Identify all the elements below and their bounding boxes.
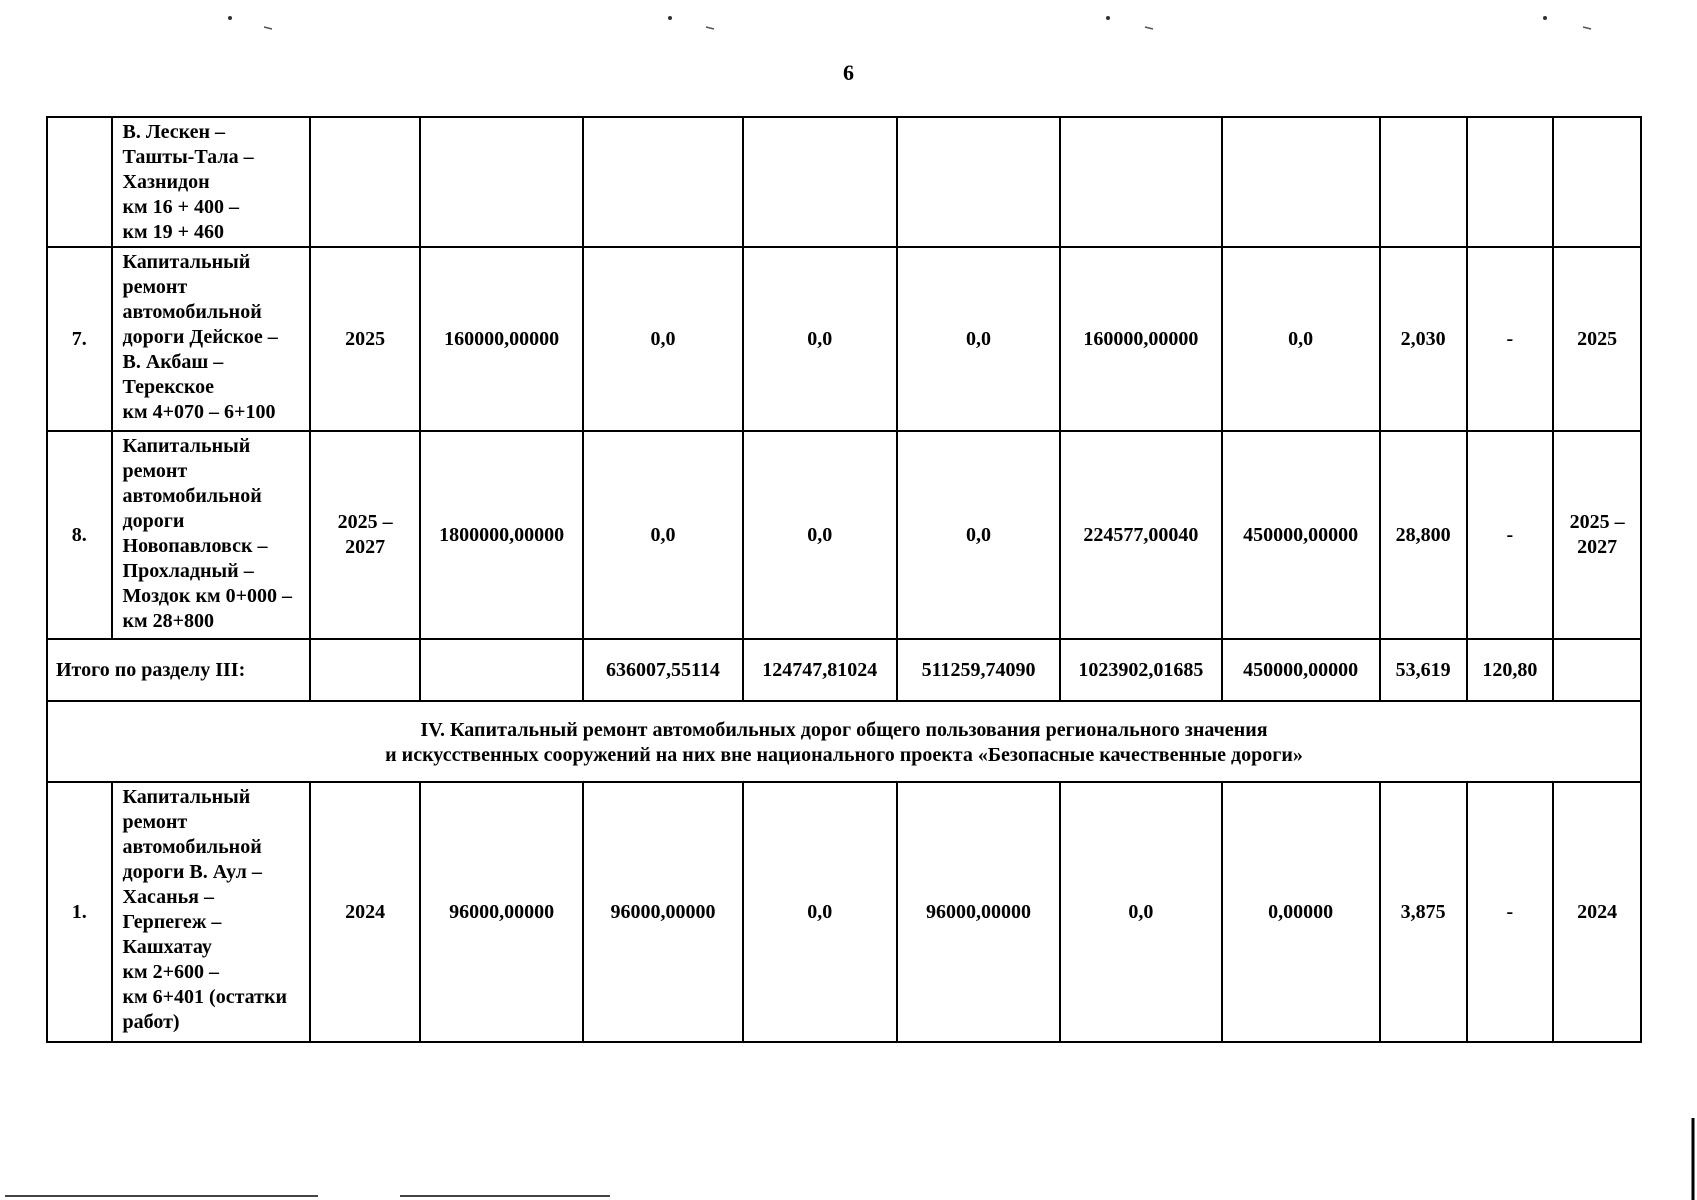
table-row-iv-1 [47,782,1641,1042]
cell-estimated-cost: 160000,00000 [420,247,583,431]
cell-estimated-cost: 96000,00000 [420,782,583,1042]
cell-amount-1: 0,0 [583,247,742,431]
total-amount-1: 636007,55114 [583,639,742,701]
total-label: Итого по разделу III: [47,639,310,701]
cell-length: 2,030 [1380,247,1467,431]
cell-amount-4: 160000,00000 [1060,247,1221,431]
cell-amount-2: 0,0 [743,247,897,431]
cell-other: - [1467,431,1554,639]
cell-completion-year: 2025 [1553,247,1641,431]
cell-amount-3: 0,0 [897,431,1060,639]
cell-amount-4: 0,0 [1060,782,1221,1042]
cell-object-name: В. Лескен – Ташты-Тала – Хазнидон км 16 + 400 – км 19 + 460 [112,117,311,247]
total-amount-4: 1023902,01685 [1060,639,1221,701]
table-row-continuation [47,117,1641,247]
cell-length: 3,875 [1380,782,1467,1042]
cell-object-name: Капитальный ремонт автомобильной дороги Дейское – В. Акбаш – Терекское км 4+070 – 6+100 [112,247,311,431]
total-amount-5: 450000,00000 [1222,639,1380,701]
section-iv-heading-line-2: и искусственных сооружений на них вне национального проекта «Безопасные качественные дороги» [385,743,1303,766]
cell-period [310,639,420,701]
table-row-total [47,639,1641,701]
cell-amount-2: 0,0 [743,431,897,639]
cell-object-name: Капитальный ремонт автомобильной дороги Новопавловск – Прохладный – Моздок км 0+000 – км 28+800 [112,431,311,639]
cell-other: - [1467,247,1554,431]
cell-number: 1. [47,782,112,1042]
cell-amount-1: 96000,00000 [583,782,742,1042]
section-iv-heading-row [47,701,1641,782]
section-iv-heading-line-1: IV. Капитальный ремонт автомобильных дорог общего пользования регионального значения [420,718,1268,741]
cell-length: 28,800 [1380,431,1467,639]
total-amount-2: 124747,81024 [743,639,897,701]
cell-amount-5: 0,0 [1222,247,1380,431]
cell-estimated-cost [420,639,583,701]
cell-completion-year [1553,639,1641,701]
cell-completion-year: 2024 [1553,782,1641,1042]
cell-amount-1: 0,0 [583,431,742,639]
cell-period: 2025 [310,247,420,431]
cell-number: 7. [47,247,112,431]
cell-amount-5: 450000,00000 [1222,431,1380,639]
cell-amount-3: 96000,00000 [897,782,1060,1042]
cell-number: 8. [47,431,112,639]
cell-amount-5: 0,00000 [1222,782,1380,1042]
total-length: 53,619 [1380,639,1467,701]
section-iv-heading [47,701,1641,782]
cell-amount-3: 0,0 [897,247,1060,431]
cell-period: 2025 – 2027 [310,431,420,639]
cell-completion-year: 2025 – 2027 [1553,431,1641,639]
total-other: 120,80 [1467,639,1554,701]
table-row-8 [47,431,1641,639]
cell-period: 2024 [310,782,420,1042]
total-amount-3: 511259,74090 [897,639,1060,701]
cell-object-name: Капитальный ремонт автомобильной дороги В. Аул – Хасанья – Герпегеж – Кашхатау км 2+600 – км 6+401 (остатки работ) [112,782,311,1042]
cell-amount-2: 0,0 [743,782,897,1042]
cell-other: - [1467,782,1554,1042]
cell-amount-4: 224577,00040 [1060,431,1221,639]
page-number: 6 [843,60,854,85]
road-repair-budget-table [46,116,1642,1043]
cell-number [47,117,112,247]
table-row-7 [47,247,1641,431]
cell-estimated-cost: 1800000,00000 [420,431,583,639]
